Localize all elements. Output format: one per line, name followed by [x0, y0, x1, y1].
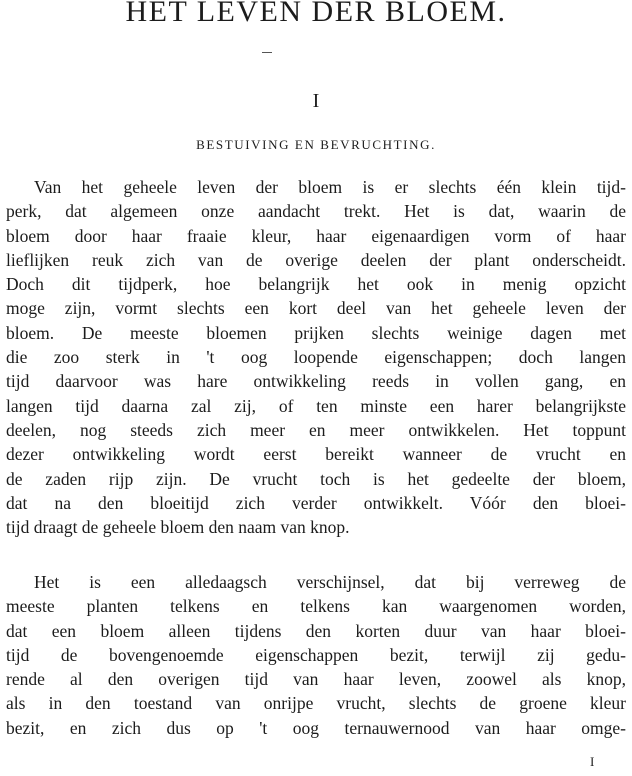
- text-line: Doch dit tijdperk, hoe belangrijk het ook in menig opzicht: [6, 274, 626, 295]
- text-line: meeste planten telkens en telkens kan waargenomen worden,: [6, 596, 626, 617]
- text-line: tijd de bovengenoemde eigenschappen bezit, terwijl zij gedu-: [6, 644, 626, 665]
- text-line: de zaden rijp zijn. De vrucht toch is het gedeelte der bloem,: [6, 468, 626, 489]
- text-line: lieflijken reuk zich van de overige deelen der plant onderscheidt.: [6, 249, 626, 270]
- chapter-number: I: [312, 90, 320, 112]
- text-line: bloem. De meeste bloemen prijken slechts weinige dagen met: [6, 322, 626, 343]
- text-line: moge zijn, vormt slechts een kort deel van het geheele leven der: [6, 298, 626, 319]
- chapter-subtitle: BESTUIVING EN BEVRUCHTING.: [196, 137, 436, 152]
- page-title: HET LEVEN DER BLOEM.: [125, 0, 507, 28]
- text-line: tijd draagt de geheele bloem den naam van knop.: [6, 517, 350, 538]
- text-line: bloem door haar fraaie kleur, haar eigenaardigen vorm of haar: [6, 225, 626, 246]
- text-line: als in den toestand van onrijpe vrucht, slechts de groene kleur: [6, 693, 626, 714]
- signature-mark: I: [590, 754, 595, 769]
- text-line: rende al den overigen tijd van haar leven, zoowel als knop,: [6, 669, 626, 690]
- text-line: Van het geheele leven der bloem is er slechts één klein tijd-: [34, 177, 626, 197]
- text-line: die zoo sterk in 't oog loopende eigenschappen; doch langen: [6, 347, 626, 368]
- text-line: dat na den bloeitijd zich verder ontwikkelt. Vóór den bloei-: [6, 492, 626, 513]
- text-line: bezit, en zich dus op 't oog ternauwernood van haar omge-: [6, 717, 626, 738]
- text-line: Het is een alledaagsch verschijnsel, dat bij verreweg de: [34, 572, 626, 592]
- text-line: dezer ontwikkeling wordt eerst bereikt wanneer de vrucht en: [6, 444, 626, 465]
- paragraph-2: [6, 570, 626, 740]
- text-line: deelen, nog steeds zich meer en meer ontwikkelen. Het toppunt: [6, 419, 626, 440]
- text-line: perk, dat algemeen onze aandacht trekt. Het is dat, waarin de: [6, 201, 626, 222]
- text-line: langen tijd daarna zal zij, of ten minste een harer belangrijkste: [6, 395, 626, 416]
- text-line: dat een bloem alleen tijdens den korten duur van haar bloei-: [6, 620, 626, 641]
- text-line: tijd daarvoor was hare ontwikkeling reeds in vollen gang, en: [6, 371, 626, 392]
- title-divider: [262, 52, 272, 53]
- paragraph-1: [6, 175, 626, 539]
